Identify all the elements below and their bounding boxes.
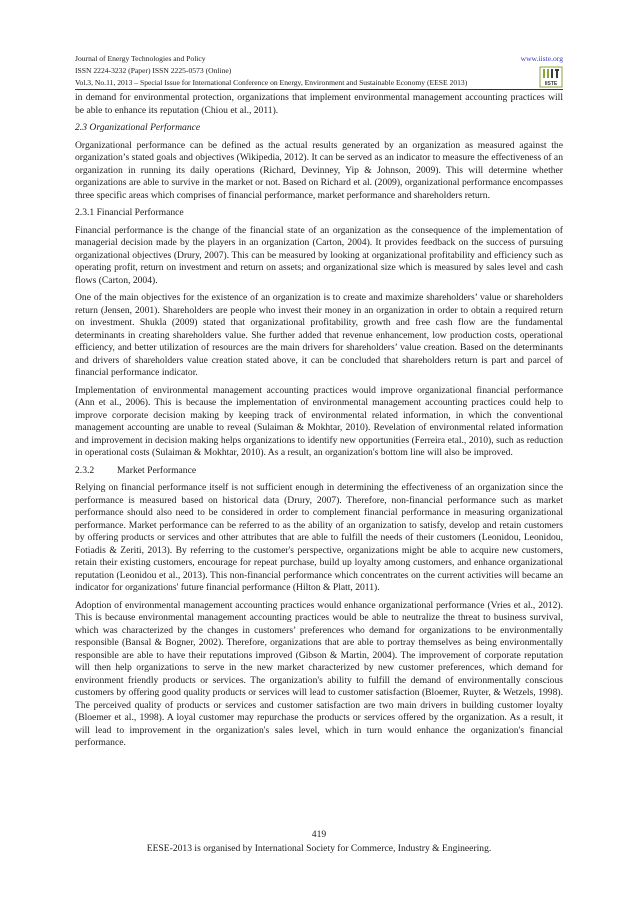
paragraph: in demand for environmental protection, organizations that implement environmental management accounting practices will be able to enhance its reputation (Chiou et al., 2011). [75,92,563,116]
footer-organizer: EESE-2013 is organised by International Society for Commerce, Industry & Engineering. [146,843,492,854]
page-footer [75,829,563,855]
section-number: 2.3.2 [75,464,95,476]
header-divider [75,89,563,90]
volume-line: Vol.3, No.11, 2013 – Special Issue for International Conference on Energy, Environment and Sustainable Economy (EESE 2013) [75,78,468,87]
paragraph: Financial performance is the change of the financial state of an organization as the consequence of the implementation of managerial decision made by the players in an organization (Carton, 2004). It provides feedback on the success of pursuing organizational objectives (Drury, 2007). This can be measured by looking at organizational profitability and efficiency such as operating profit, return on investment and return on assets; and organizational size which is measured by sales level and cash flows (Carton, 2004). [75,224,563,286]
svg-text:IISTE: IISTE [544,81,558,87]
section-heading-market-performance [75,465,563,478]
iiste-logo [539,66,563,88]
paragraph: Implementation of environmental management accounting practices would improve organizational financial performance (Ann et al., 2006). This is because the implementation of environmental management accounting practices could help to improve corporate decision making by keeping track of environmental related information, in which the conventional management accounting are unable to reveal (Sulaiman & Mokhtar, 2010). Revelation of environmental related information and improvement in decision making helps organizations to identify new opportunities (Ferreira etal., 2010), such as reduction in operational costs (Sulaiman & Mokhtar, 2010). As a result, an organization's bottom line will also be improved. [75,384,563,458]
journal-url-link[interactable]: www.iiste.org [520,54,563,63]
paragraph: Adoption of environmental management accounting practices would enhance organizational performance (Vries et al., 2012). This is because environmental management accounting practices would be able to neutralize the threat to business survival, which was characterized by the changes in customers’ preferences who demand for organizations to be environmentally responsible (Bansal & Bogner, 2002). Therefore, organizations that are able to portray themselves as being environmentally responsible are able to have their reputations improved (Gibson & Martin, 2004). The improvement of corporate reputation will then help organizations to serve in the new market characterized by new customer preferences, which demand for environment friendly products or services. The organization's ability to fulfill the demand of environmentally conscious customers by offering good quality products or services will lead to customer satisfaction (Bloemer, Ruyter, & Wetzels, 1998). The perceived quality of products or services and customer satisfaction are two main drivers in building customer loyalty (Bloemer et al., 1998). A loyal customer may repurchase the products or services offered by the organization. As a result, it will lead to improvement in the organization's sales level, which in turn would enhance the organization's financial performance. [75,599,563,748]
paragraph: One of the main objectives for the existence of an organization is to create and maximize shareholders’ value or shareholders return (Jensen, 2001). Shareholders are people who invest their money in an organization in order to obtain a required return on investment. Shukla (2009) stated that organizational profitability, growth and free cash flow are the fundamental determinants in creating shareholders value. She further added that revenue enhancement, low production costs, operational efficiency, and better utilization of resources are the main drivers for shareholders’ value creation. Based on the determinants and drivers of shareholders value creation stated above, it can be concluded that shareholders return is part and parcel of financial performance indicator. [75,292,563,378]
paragraph: Organizational performance can be defined as the actual results generated by an organization as measured against the organization’s stated goals and objectives (Wikipedia, 2012). It can be served as an indicator to measure the effectiveness of an organization in running its daily operations (Richard, Devinney, Yip & Johnson, 2009). This will determine whether organizations are able to survive in the market or not. Based on Richard et al. (2009), organizational performance encompasses three specific areas which comprises of financial performance, market performance and shareholders return. [75,139,563,201]
section-title: Market Performance [117,464,197,476]
journal-title: Journal of Energy Technologies and Policy [75,54,206,63]
article-body [75,92,563,755]
section-heading-financial-performance: 2.3.1 Financial Performance [75,207,184,218]
page-number: 419 [311,829,327,840]
journal-header [75,53,563,89]
section-heading-organizational-performance: 2.3 Organizational Performance [75,122,201,133]
issn-line: ISSN 2224-3232 (Paper) ISSN 2225-0573 (Online) [75,66,232,75]
paragraph: Relying on financial performance itself is not sufficient enough in determining the effectiveness of an organization since the performance is measured based on historical data (Drury, 2007). Therefore, non-financial performance such as market performance should also need to be considered in order to complement financial performance in measuring organizational performance. Market performance can be referred to as the ability of an organization to satisfy, develop and retain customers by offering products or services and other attributes that are able to fulfill the needs of their customers (Leonidou, Leonidou, Fotiadis & Zeriti, 2013). By referring to the customer's perspective, organizations might be able to acquire new customers, retain their existing customers, encourage for repeat purchase, build up loyalty among customers, and enhance organizational reputation (Leonidou et al., 2013). This non-financial performance which concentrates on the current activities will became an indicator for organizations' future financial performance (Hilton & Platt, 2011). [75,482,563,593]
